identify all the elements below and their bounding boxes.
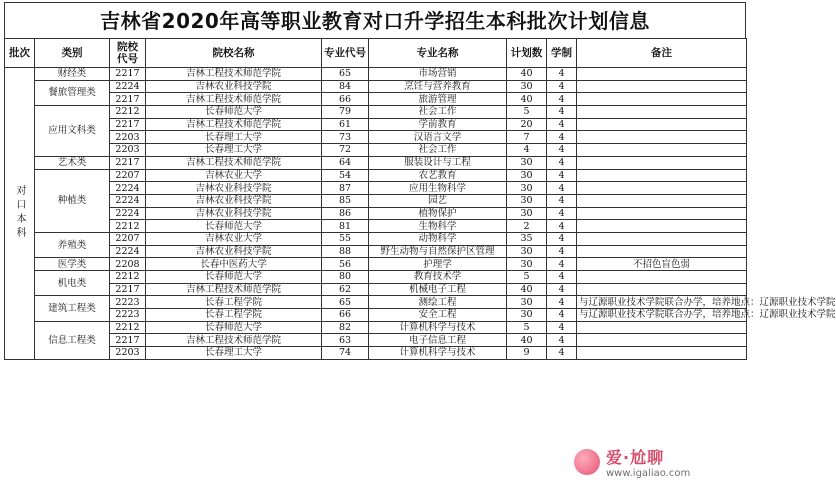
- years-cell: 4: [547, 118, 577, 131]
- major-name-cell: 园艺: [369, 194, 507, 207]
- table-row: [5, 144, 747, 157]
- table-row: [5, 283, 747, 296]
- school-code-cell: 2217: [110, 68, 146, 81]
- school-name-cell: 吉林农业科技学院: [146, 80, 322, 93]
- note-cell: [577, 93, 747, 106]
- major-code-cell: 74: [322, 347, 369, 360]
- page: [0, 2, 836, 488]
- school-code-cell: 2212: [110, 106, 146, 119]
- major-name-cell: 社会工作: [369, 106, 507, 119]
- note-cell: [577, 118, 747, 131]
- category-cell: 餐旅管理类: [35, 80, 110, 105]
- table-row: [5, 93, 747, 106]
- school-name-cell: 吉林农业科技学院: [146, 182, 322, 195]
- table-row: [5, 169, 747, 182]
- major-code-cell: 73: [322, 131, 369, 144]
- school-code-cell: 2217: [110, 334, 146, 347]
- header-batch: 批次: [5, 39, 35, 68]
- table-row: [5, 182, 747, 195]
- school-code-cell: 2207: [110, 169, 146, 182]
- years-cell: 4: [547, 169, 577, 182]
- major-code-cell: 87: [322, 182, 369, 195]
- school-name-cell: 吉林工程技术师范学院: [146, 93, 322, 106]
- major-name-cell: 计算机科学与技术: [369, 321, 507, 334]
- header-school-code: 院校代号: [110, 39, 146, 68]
- note-cell: 与辽源职业技术学院联合办学，培养地点：辽源职业技术学院: [577, 309, 747, 322]
- plan-count-cell: 30: [507, 80, 547, 93]
- table-row: [5, 334, 747, 347]
- plan-count-cell: 40: [507, 68, 547, 81]
- header-plan-count: 计划数: [507, 39, 547, 68]
- major-name-cell: 服装设计与工程: [369, 156, 507, 169]
- plan-count-cell: 20: [507, 118, 547, 131]
- years-cell: 4: [547, 182, 577, 195]
- plan-table: [4, 38, 836, 360]
- category-cell: 建筑工程类: [35, 296, 110, 321]
- note-cell: [577, 131, 747, 144]
- school-code-cell: 2203: [110, 144, 146, 157]
- major-code-cell: 66: [322, 93, 369, 106]
- note-cell: [577, 144, 747, 157]
- major-code-cell: 88: [322, 245, 369, 258]
- school-name-cell: 吉林农业科技学院: [146, 245, 322, 258]
- major-name-cell: 植物保护: [369, 207, 507, 220]
- table-row: [5, 347, 747, 360]
- category-cell: 养殖类: [35, 232, 110, 257]
- header-note: 备注: [577, 39, 747, 68]
- header-major-code: 专业代号: [322, 39, 369, 68]
- table-row: [5, 245, 747, 258]
- years-cell: 4: [547, 207, 577, 220]
- school-name-cell: 长春师范大学: [146, 220, 322, 233]
- school-name-cell: 长春工程学院: [146, 309, 322, 322]
- years-cell: 4: [547, 309, 577, 322]
- school-code-cell: 2224: [110, 80, 146, 93]
- major-code-cell: 86: [322, 207, 369, 220]
- major-code-cell: 66: [322, 309, 369, 322]
- school-code-cell: 2217: [110, 283, 146, 296]
- note-cell: [577, 220, 747, 233]
- plan-count-cell: 7: [507, 131, 547, 144]
- years-cell: 4: [547, 296, 577, 309]
- years-cell: 4: [547, 271, 577, 284]
- plan-count-cell: 40: [507, 283, 547, 296]
- school-code-cell: 2203: [110, 131, 146, 144]
- major-code-cell: 80: [322, 271, 369, 284]
- years-cell: 4: [547, 232, 577, 245]
- plan-count-cell: 30: [507, 258, 547, 271]
- school-name-cell: 长春理工大学: [146, 131, 322, 144]
- school-name-cell: 吉林工程技术师范学院: [146, 156, 322, 169]
- major-name-cell: 野生动物与自然保护区管理: [369, 245, 507, 258]
- major-code-cell: 64: [322, 156, 369, 169]
- years-cell: 4: [547, 334, 577, 347]
- years-cell: 4: [547, 220, 577, 233]
- years-cell: 4: [547, 156, 577, 169]
- plan-count-cell: 5: [507, 106, 547, 119]
- plan-count-cell: 30: [507, 182, 547, 195]
- major-name-cell: 教育技术学: [369, 271, 507, 284]
- major-name-cell: 汉语言文学: [369, 131, 507, 144]
- school-name-cell: 长春工程学院: [146, 296, 322, 309]
- school-code-cell: 2217: [110, 156, 146, 169]
- school-name-cell: 长春理工大学: [146, 347, 322, 360]
- note-cell: [577, 80, 747, 93]
- school-name-cell: 吉林农业大学: [146, 232, 322, 245]
- years-cell: 4: [547, 194, 577, 207]
- category-cell: 财经类: [35, 68, 110, 81]
- page-title: 吉林省2020年高等职业教育对口升学招生本科批次计划信息: [4, 2, 746, 38]
- school-code-cell: 2212: [110, 321, 146, 334]
- school-name-cell: 吉林农业大学: [146, 169, 322, 182]
- major-name-cell: 电子信息工程: [369, 334, 507, 347]
- plan-count-cell: 2: [507, 220, 547, 233]
- school-code-cell: 2217: [110, 118, 146, 131]
- major-name-cell: 生物科学: [369, 220, 507, 233]
- note-cell: [577, 169, 747, 182]
- header-category: 类别: [35, 39, 110, 68]
- table-row: [5, 207, 747, 220]
- major-name-cell: 烹饪与营养教育: [369, 80, 507, 93]
- header-major-name: 专业名称: [369, 39, 507, 68]
- school-code-cell: 2224: [110, 182, 146, 195]
- table-row: [5, 68, 747, 81]
- years-cell: 4: [547, 283, 577, 296]
- table-row: [5, 258, 747, 271]
- school-name-cell: 长春师范大学: [146, 106, 322, 119]
- table-row: [5, 131, 747, 144]
- major-code-cell: 84: [322, 80, 369, 93]
- note-cell: [577, 68, 747, 81]
- note-cell: [577, 245, 747, 258]
- category-cell: 应用文科类: [35, 106, 110, 157]
- major-code-cell: 81: [322, 220, 369, 233]
- table-row: [5, 156, 747, 169]
- note-cell: [577, 207, 747, 220]
- heart-logo-icon: [574, 449, 600, 475]
- table-row: [5, 321, 747, 334]
- note-cell: [577, 334, 747, 347]
- table-row: [5, 194, 747, 207]
- school-code-cell: 2224: [110, 207, 146, 220]
- table-header: [5, 39, 747, 68]
- table-row: [5, 106, 747, 119]
- plan-count-cell: 30: [507, 156, 547, 169]
- header-school-name: 院校名称: [146, 39, 322, 68]
- note-cell: [577, 347, 747, 360]
- plan-count-cell: 5: [507, 271, 547, 284]
- note-cell: [577, 194, 747, 207]
- school-name-cell: 吉林工程技术师范学院: [146, 118, 322, 131]
- header-years: 学制: [547, 39, 577, 68]
- major-code-cell: 65: [322, 68, 369, 81]
- major-code-cell: 82: [322, 321, 369, 334]
- plan-count-cell: 9: [507, 347, 547, 360]
- major-name-cell: 安全工程: [369, 309, 507, 322]
- major-code-cell: 63: [322, 334, 369, 347]
- watermark-text: [606, 445, 690, 479]
- note-cell: [577, 182, 747, 195]
- years-cell: 4: [547, 245, 577, 258]
- years-cell: 4: [547, 93, 577, 106]
- table-row: [5, 118, 747, 131]
- plan-count-cell: 30: [507, 194, 547, 207]
- years-cell: 4: [547, 68, 577, 81]
- watermark-name: 爱·尬聊: [606, 448, 665, 467]
- years-cell: 4: [547, 144, 577, 157]
- category-cell: 种植类: [35, 169, 110, 232]
- years-cell: 4: [547, 258, 577, 271]
- school-code-cell: 2212: [110, 220, 146, 233]
- years-cell: 4: [547, 321, 577, 334]
- major-name-cell: 测绘工程: [369, 296, 507, 309]
- category-cell: 信息工程类: [35, 321, 110, 359]
- category-cell: 机电类: [35, 271, 110, 296]
- plan-count-cell: 30: [507, 207, 547, 220]
- school-name-cell: 吉林农业科技学院: [146, 194, 322, 207]
- school-name-cell: 吉林工程技术师范学院: [146, 68, 322, 81]
- school-name-cell: 长春师范大学: [146, 321, 322, 334]
- major-name-cell: 农艺教育: [369, 169, 507, 182]
- plan-count-cell: 5: [507, 321, 547, 334]
- category-cell: 艺术类: [35, 156, 110, 169]
- school-name-cell: 长春中医药大学: [146, 258, 322, 271]
- table-row: [5, 296, 747, 309]
- major-name-cell: 计算机科学与技术: [369, 347, 507, 360]
- school-code-cell: 2207: [110, 232, 146, 245]
- school-code-cell: 2223: [110, 309, 146, 322]
- school-name-cell: 吉林农业科技学院: [146, 207, 322, 220]
- major-name-cell: 机械电子工程: [369, 283, 507, 296]
- major-name-cell: 护理学: [369, 258, 507, 271]
- major-code-cell: 65: [322, 296, 369, 309]
- major-code-cell: 62: [322, 283, 369, 296]
- watermark: [574, 442, 744, 482]
- major-name-cell: 动物科学: [369, 232, 507, 245]
- years-cell: 4: [547, 131, 577, 144]
- plan-count-cell: 4: [507, 144, 547, 157]
- plan-count-cell: 30: [507, 296, 547, 309]
- note-cell: [577, 321, 747, 334]
- school-name-cell: 长春师范大学: [146, 271, 322, 284]
- major-name-cell: 学前教育: [369, 118, 507, 131]
- note-cell: [577, 156, 747, 169]
- years-cell: 4: [547, 106, 577, 119]
- note-cell: 与辽源职业技术学院联合办学，培养地点：辽源职业技术学院: [577, 296, 747, 309]
- table-row: [5, 309, 747, 322]
- plan-count-cell: 30: [507, 309, 547, 322]
- major-name-cell: 社会工作: [369, 144, 507, 157]
- major-name-cell: 市场营销: [369, 68, 507, 81]
- table-row: [5, 232, 747, 245]
- school-code-cell: 2203: [110, 347, 146, 360]
- plan-count-cell: 30: [507, 245, 547, 258]
- major-code-cell: 85: [322, 194, 369, 207]
- note-cell: [577, 271, 747, 284]
- watermark-site: www.igaliao.com: [606, 468, 691, 479]
- school-code-cell: 2208: [110, 258, 146, 271]
- note-cell: [577, 232, 747, 245]
- major-code-cell: 56: [322, 258, 369, 271]
- major-code-cell: 79: [322, 106, 369, 119]
- school-code-cell: 2224: [110, 194, 146, 207]
- note-cell: 不招色盲色弱: [577, 258, 747, 271]
- plan-count-cell: 30: [507, 169, 547, 182]
- school-name-cell: 吉林工程技术师范学院: [146, 334, 322, 347]
- school-code-cell: 2212: [110, 271, 146, 284]
- plan-count-cell: 40: [507, 334, 547, 347]
- plan-count-cell: 35: [507, 232, 547, 245]
- major-code-cell: 61: [322, 118, 369, 131]
- major-code-cell: 54: [322, 169, 369, 182]
- school-code-cell: 2223: [110, 296, 146, 309]
- note-cell: [577, 283, 747, 296]
- school-code-cell: 2217: [110, 93, 146, 106]
- note-cell: [577, 106, 747, 119]
- table-row: [5, 80, 747, 93]
- major-name-cell: 应用生物科学: [369, 182, 507, 195]
- major-name-cell: 旅游管理: [369, 93, 507, 106]
- school-name-cell: 长春理工大学: [146, 144, 322, 157]
- plan-count-cell: 40: [507, 93, 547, 106]
- years-cell: 4: [547, 80, 577, 93]
- major-code-cell: 72: [322, 144, 369, 157]
- category-cell: 医学类: [35, 258, 110, 271]
- table-row: [5, 271, 747, 284]
- school-name-cell: 吉林工程技术师范学院: [146, 283, 322, 296]
- table-row: [5, 220, 747, 233]
- batch-cell: 对口本科: [5, 68, 35, 360]
- school-code-cell: 2224: [110, 245, 146, 258]
- major-code-cell: 55: [322, 232, 369, 245]
- years-cell: 4: [547, 347, 577, 360]
